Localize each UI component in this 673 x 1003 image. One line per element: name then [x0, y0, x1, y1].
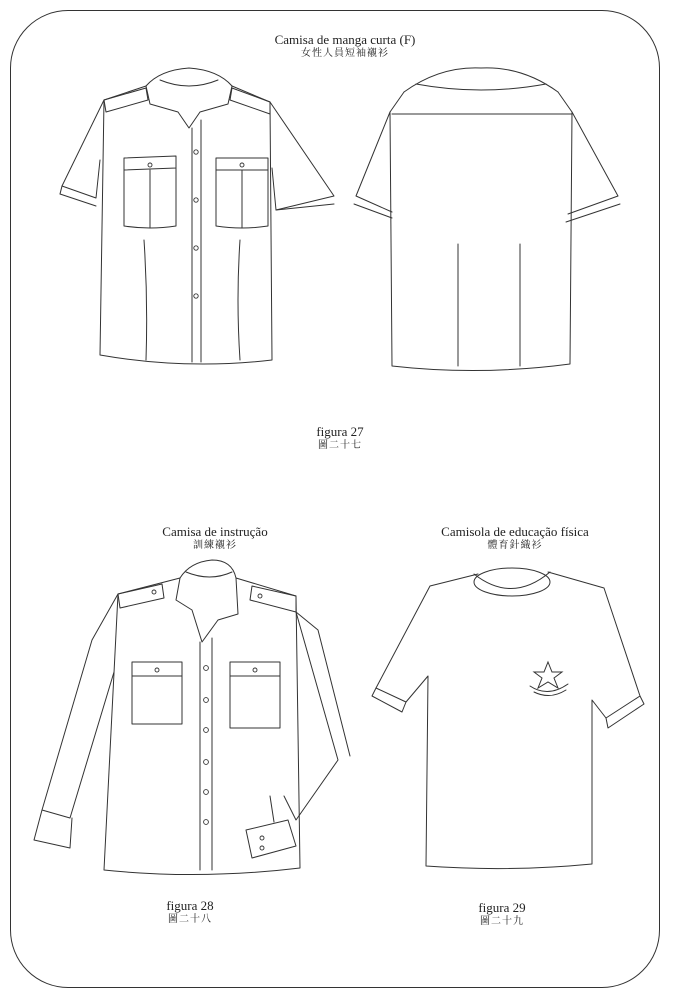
- shirt-back-short-sleeve-drawing: [354, 68, 620, 371]
- figure29-caption-zh: 圖二十九: [480, 916, 524, 928]
- figure27-title-zh: 女性人員短袖襯衫: [301, 48, 389, 60]
- figure28-title-zh: 訓練襯衫: [193, 540, 237, 552]
- figure27-caption-zh: 圖二十七: [318, 440, 362, 452]
- figure29-title-zh: 體育針織衫: [487, 540, 543, 552]
- shirt-front-short-sleeve-drawing: [60, 68, 334, 364]
- figure28-title-pt: Camisa de instrução: [162, 524, 268, 539]
- star-emblem-icon: [530, 662, 568, 696]
- training-shirt-drawing: [34, 560, 350, 875]
- figure28-caption-pt: figura 28: [166, 898, 214, 913]
- figure29-caption-pt: figura 29: [478, 900, 526, 915]
- figure27-caption-pt: figura 27: [316, 424, 364, 439]
- figure29-title-pt: Camisola de educação física: [441, 524, 589, 539]
- pe-tshirt-drawing: [372, 568, 644, 869]
- figure28-caption-zh: 圖二十八: [168, 914, 212, 926]
- figure27-title-pt: Camisa de manga curta (F): [274, 32, 416, 47]
